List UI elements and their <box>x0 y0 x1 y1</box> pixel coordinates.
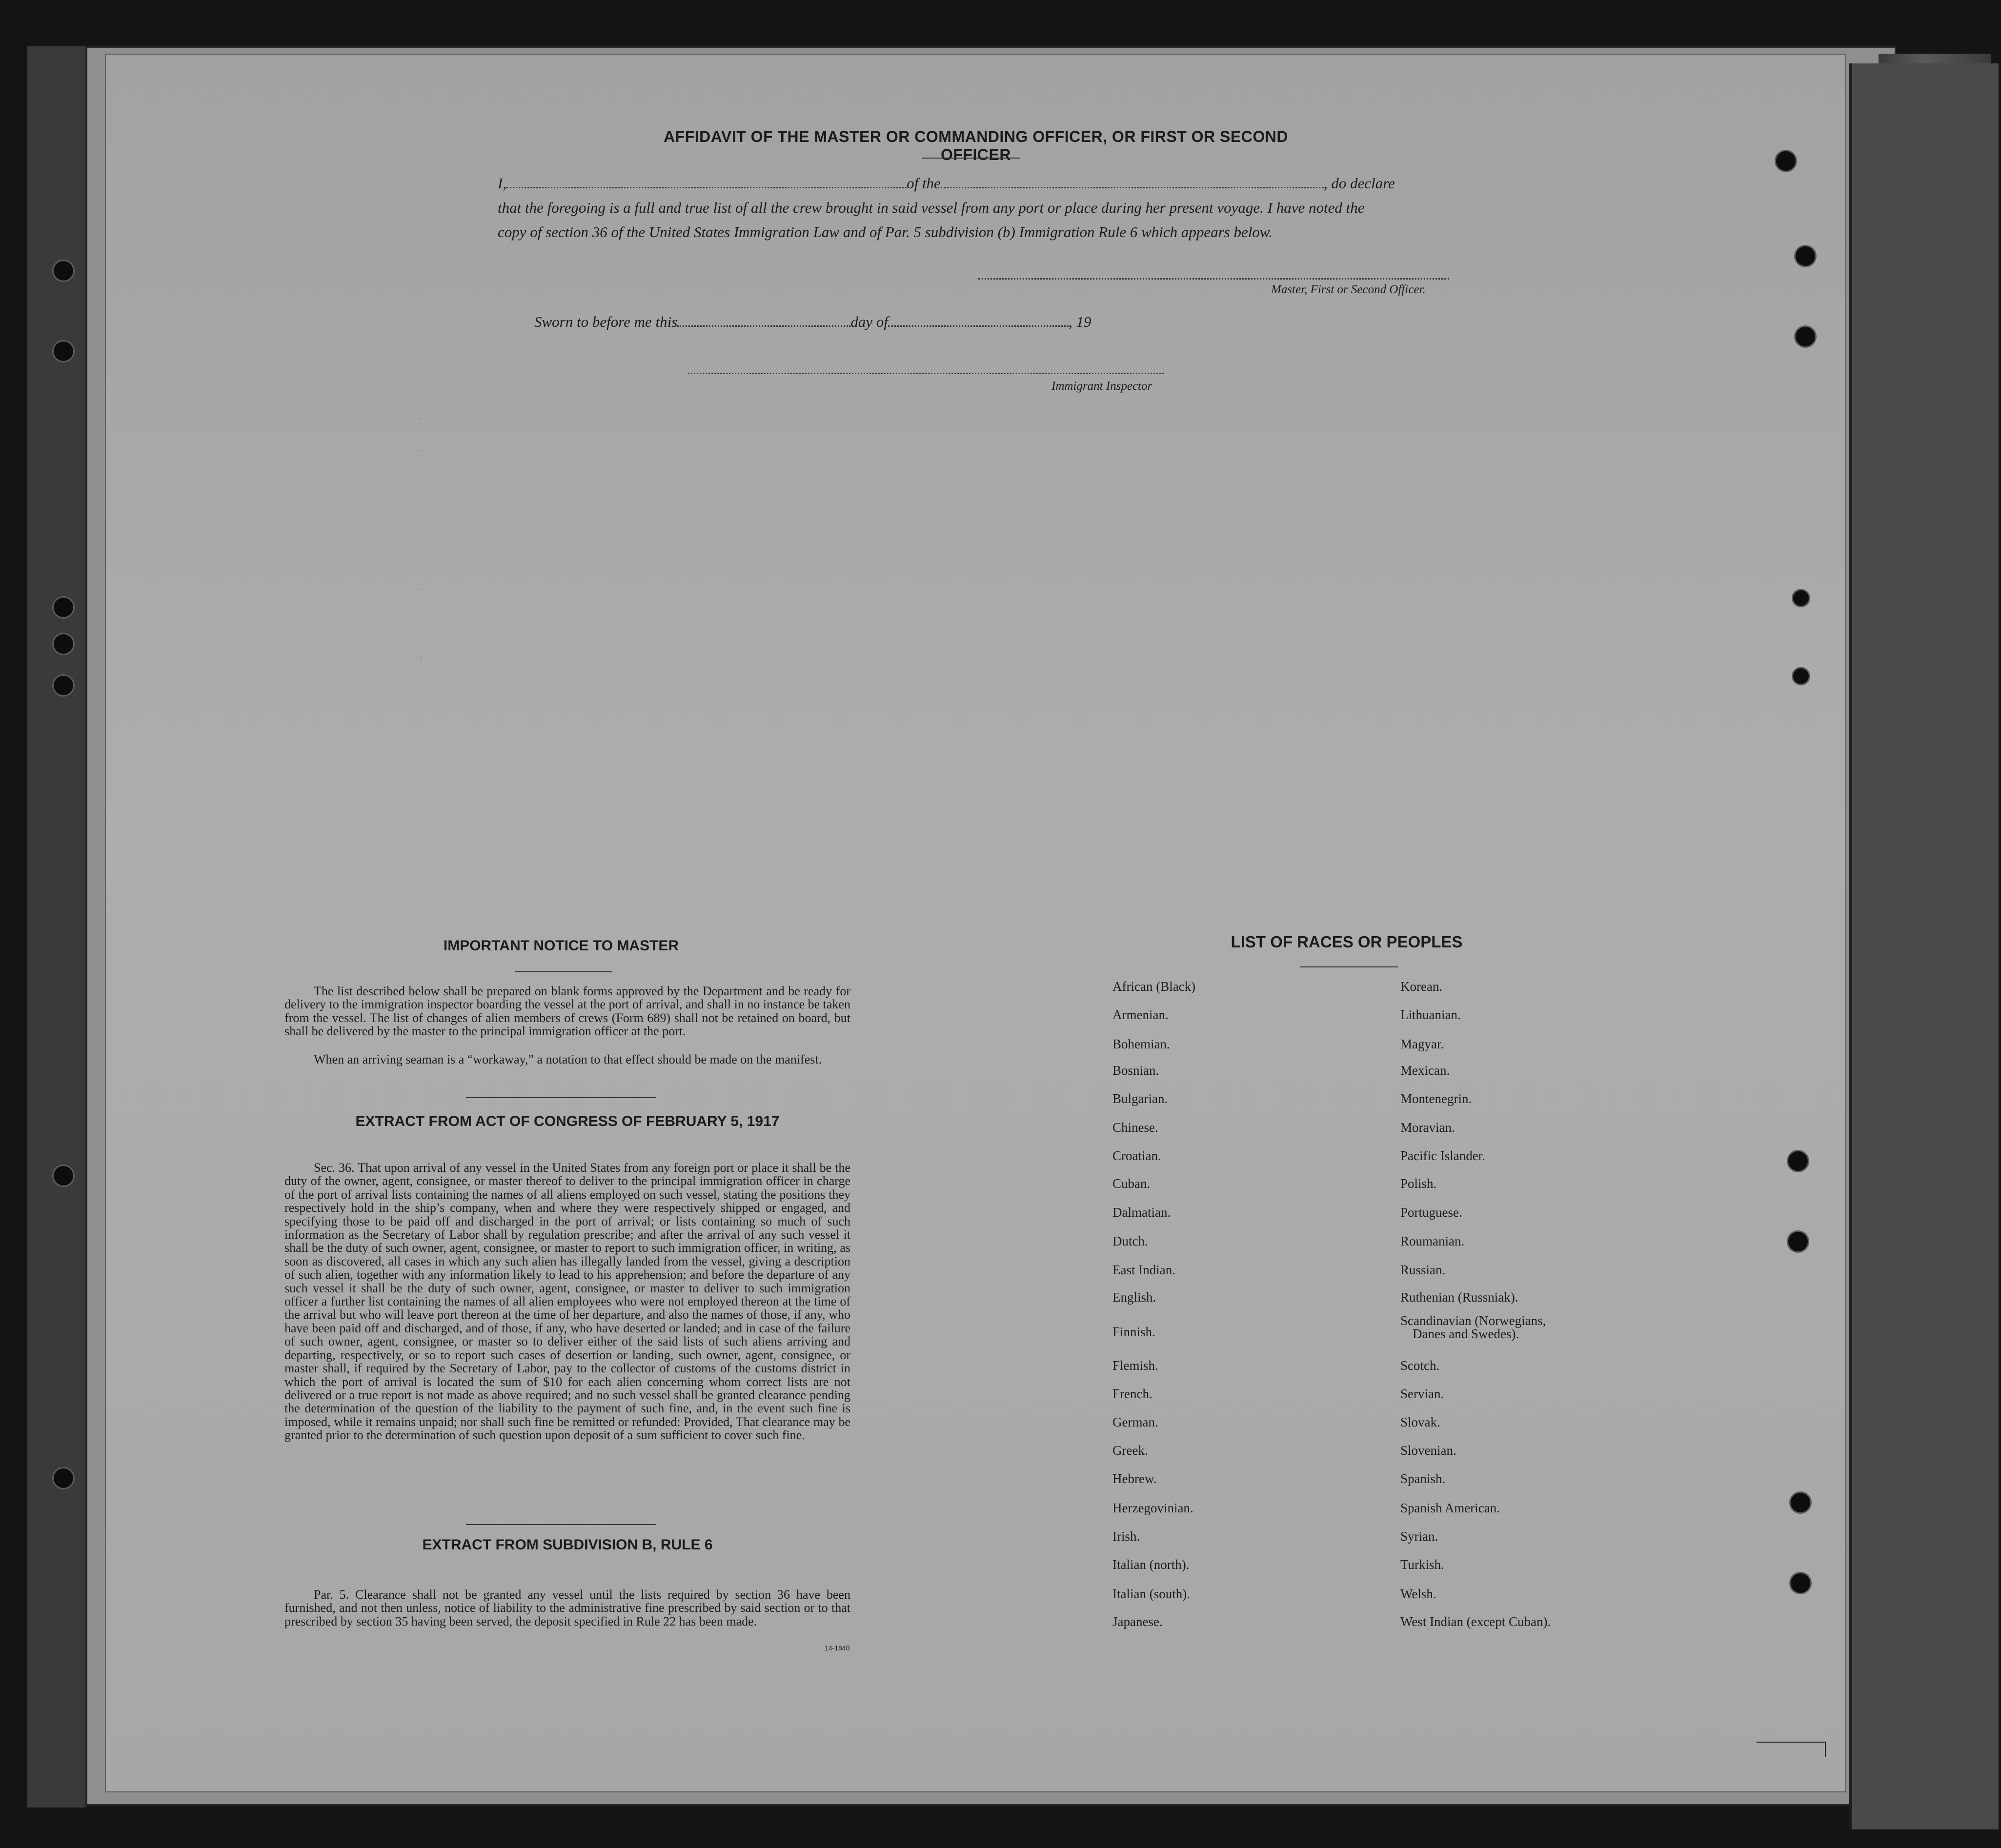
race-item: Hebrew. <box>1112 1471 1157 1486</box>
master-signature-line[interactable] <box>978 278 1449 280</box>
binder-hole <box>54 1468 73 1488</box>
binder-hole <box>54 261 73 281</box>
race-item: Servian. <box>1400 1386 1444 1401</box>
race-item: Danes and Swedes). <box>1413 1326 1519 1341</box>
race-item: Ruthenian (Russniak). <box>1400 1290 1518 1305</box>
binder-left-edge <box>27 46 87 1808</box>
race-item: German. <box>1112 1415 1158 1429</box>
race-item: Polish. <box>1400 1176 1437 1191</box>
race-item: Slovenian. <box>1400 1443 1456 1458</box>
race-item: Turkish. <box>1400 1557 1444 1572</box>
race-item: Spanish American. <box>1400 1501 1500 1515</box>
affidavit-line-1-middle: of the <box>907 175 941 192</box>
race-item: Spanish. <box>1400 1471 1446 1486</box>
affidavit-title: AFFIDAVIT OF THE MASTER OR COMMANDING OFFICER, OR FIRST OR SECOND OFFICER <box>664 128 1288 163</box>
race-item: Irish. <box>1112 1529 1140 1544</box>
race-item: English. <box>1112 1290 1156 1305</box>
race-item: East Indian. <box>1112 1263 1175 1277</box>
race-item: African (Black) <box>1112 979 1196 994</box>
act-title: EXTRACT FROM ACT OF CONGRESS OF FEBRUARY 5, 1917 <box>355 1113 780 1129</box>
race-item: Herzegovinian. <box>1112 1501 1193 1515</box>
race-item: Finnish. <box>1112 1325 1155 1339</box>
sworn-month-field[interactable] <box>888 315 1069 327</box>
notice-divider <box>515 971 612 972</box>
bleed-through-mark: . <box>420 581 423 593</box>
sworn-day-label: day of <box>850 313 888 330</box>
race-item: Armenian. <box>1112 1007 1169 1022</box>
race-item: Pacific Islander. <box>1400 1148 1485 1163</box>
race-item: West Indian (except Cuban). <box>1400 1614 1551 1629</box>
notice-paragraph-2: When an arriving seaman is a “workaway,” a notation to that effect should be made on the manifest. <box>314 1052 822 1066</box>
binder-hole <box>1796 327 1815 346</box>
race-item: Flemish. <box>1112 1358 1158 1373</box>
race-item: Greek. <box>1112 1443 1148 1458</box>
race-item: Mexican. <box>1400 1063 1450 1078</box>
binder-right-panel <box>1849 63 1999 1829</box>
binder-hole <box>1788 1151 1808 1171</box>
bleed-through-mark: . <box>420 512 423 525</box>
races-divider <box>1300 966 1398 967</box>
corner-bracket-mark <box>1757 1742 1826 1757</box>
races-title: LIST OF RACES OR PEOPLES <box>1231 933 1463 951</box>
affidavit-line-1-suffix: , do declare <box>1323 175 1395 192</box>
binder-hole <box>1791 1573 1810 1593</box>
bleed-through-mark: . <box>420 649 423 662</box>
affidavit-line-3: copy of section 36 of the United States Immigration Law and of Par. 5 subdivision (b) Immigration Rule 6 which appears below. <box>498 223 1273 241</box>
race-item: Welsh. <box>1400 1587 1436 1601</box>
race-item: Portuguese. <box>1400 1205 1462 1220</box>
race-item: Dutch. <box>1112 1234 1148 1248</box>
race-item: Cuban. <box>1112 1176 1151 1191</box>
binder-hole <box>1793 668 1809 684</box>
inspector-signature-label: Immigrant Inspector <box>1051 380 1152 393</box>
race-item: Italian (south). <box>1112 1587 1190 1601</box>
race-item: Russian. <box>1400 1263 1446 1277</box>
race-item: Korean. <box>1400 979 1443 994</box>
race-item: Dalmatian. <box>1112 1205 1171 1220</box>
race-item: Scotch. <box>1400 1358 1440 1373</box>
race-item: Moravian. <box>1400 1120 1455 1135</box>
vessel-name-field[interactable] <box>941 176 1324 188</box>
notice-title: IMPORTANT NOTICE TO MASTER <box>443 938 679 954</box>
binder-hole <box>54 634 73 654</box>
master-name-field[interactable] <box>506 176 907 188</box>
act-divider-top <box>466 1097 656 1098</box>
binder-hole <box>54 598 73 617</box>
master-signature-label: Master, First or Second Officer. <box>1271 283 1426 296</box>
binder-hole <box>1776 151 1796 171</box>
binder-hole <box>1796 246 1815 266</box>
binder-hole <box>1788 1232 1808 1251</box>
act-section-36-text: Sec. 36. That upon arrival of any vessel in the United States from any foreign port or place it shall be the duty of the owner, agent, consignee, or master thereof to deliver to the principal immigration officer in charge of the port of arrival lists containing the names of all aliens employed on such vessel, stating the positions they respectively hold in the ship’s company, when and where they were respectively shipped or engaged, and specifying those to be paid off and discharged in the port of arrival; or lists containing so much of such information as the Secretary of Labor shall by regulation prescribe; and after the arrival of any such vessel it shall be the duty of such owner, agent, consignee, or master to report to such immigration officer, in writing, as soon as discovered, all cases in which any such alien has illegally landed from the vessel, giving a description of such alien, together with any information likely to lead to his apprehension; and before the departure of any such vessel it shall be the duty of such owner, agent, consignee, or master to deliver to such immigration officer a further list containing the names of all alien employees who were not employed thereon at the time of the arrival but who will leave port thereon at the time of her departure, and also the names of those, if any, who have been paid off and discharged, and of those, if any, who have deserted or landed; and in case of the failure of such owner, agent, consignee, or master so to deliver either of the said lists of such aliens arriving and departing, respectively, or so to report such cases of desertion or landing, such owner, agent, consignee, or master shall, if required by the Secretary of Labor, pay to the collector of customs of the customs district in which the port of arrival is located the sum of $10 for each alien concerning whom correct lists are not delivered or a true report is not made as above required; and no such vessel shall be granted clearance pending the determination of the question of the liability to the payment of such fine, and, in the event such fine is imposed, while it remains unpaid; nor shall such fine be remitted or refunded: Provided, That clearance may be granted prior to the determination of such question upon deposit of a sum sufficient to cover such fine. <box>284 1161 850 1443</box>
affidavit-line-1-prefix: I, <box>498 175 507 192</box>
inspector-signature-line[interactable] <box>688 373 1164 374</box>
race-item: Syrian. <box>1400 1529 1438 1544</box>
rule6-title: EXTRACT FROM SUBDIVISION B, RULE 6 <box>422 1537 713 1553</box>
binder-hole <box>54 341 73 361</box>
race-item: French. <box>1112 1386 1152 1401</box>
race-item: Japanese. <box>1112 1614 1163 1629</box>
race-item: Slovak. <box>1400 1415 1440 1429</box>
race-item: Scandinavian (Norwegians, <box>1400 1313 1546 1328</box>
binder-hole <box>54 676 73 695</box>
binder-hole <box>54 1166 73 1185</box>
bleed-through-mark: . <box>420 410 423 422</box>
binder-hole <box>1793 590 1809 606</box>
sworn-line <box>534 313 1486 331</box>
race-item: Bulgarian. <box>1112 1091 1168 1106</box>
race-item: Bohemian. <box>1112 1037 1170 1051</box>
race-item: Italian (north). <box>1112 1557 1190 1572</box>
binder-hole <box>1791 1493 1810 1512</box>
rule6-text: Par. 5. Clearance shall not be granted any vessel until the lists required by section 36 have been furnished, and not then unless, notice of liability to the administrative fine prescribed by said section or to that prescribed by section 35 having been served, the deposit specified in Rule 22 has been made. <box>284 1587 850 1628</box>
affidavit-line-2: that the foregoing is a full and true list of all the crew brought in said vessel from any port or place during her present voyage. I have noted the <box>498 199 1365 216</box>
title-divider <box>922 158 1020 159</box>
form-number: 14-1840 <box>825 1644 850 1652</box>
race-item: Croatian. <box>1112 1148 1161 1163</box>
affidavit-line-1 <box>498 175 1449 192</box>
sworn-year-label: , 19 <box>1068 313 1091 330</box>
race-item: Magyar. <box>1400 1037 1444 1051</box>
sworn-prefix: Sworn to before me this <box>534 313 678 330</box>
race-item: Roumanian. <box>1400 1234 1465 1248</box>
sworn-day-field[interactable] <box>677 315 850 327</box>
notice-paragraph-1: The list described below shall be prepared on blank forms approved by the Department and be ready for delivery to the immigration inspector boarding the vessel at the port of arrival, and shall in no instance be taken from the vessel. The list of changes of alien members of crews (Form 689) shall not be retained on board, but shall be delivered by the master to the principal immigration officer at the port. <box>284 984 850 1039</box>
race-item: Montenegrin. <box>1400 1091 1472 1106</box>
race-item: Bosnian. <box>1112 1063 1159 1078</box>
rule6-divider-top <box>466 1524 656 1525</box>
race-item: Chinese. <box>1112 1120 1158 1135</box>
race-item: Lithuanian. <box>1400 1007 1461 1022</box>
bleed-through-mark: . <box>420 442 423 454</box>
